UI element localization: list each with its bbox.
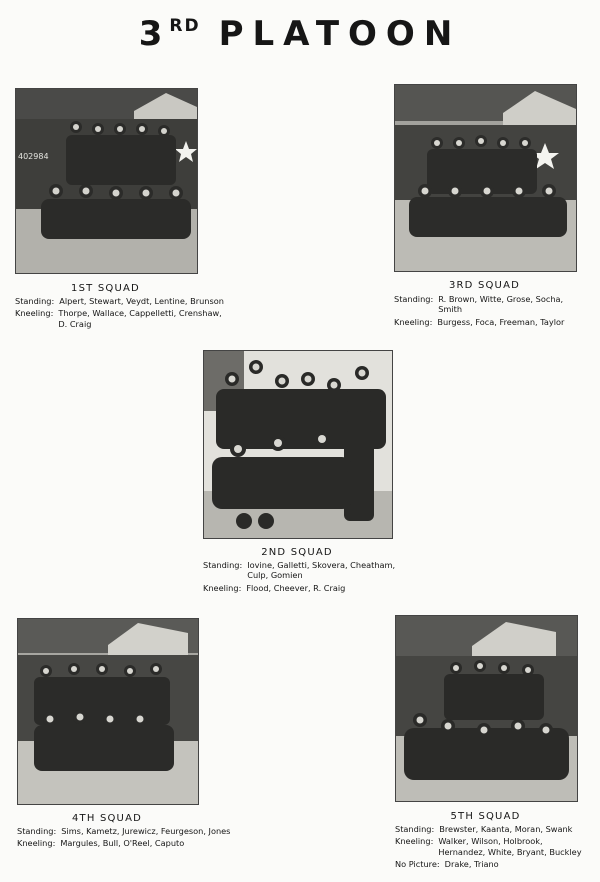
- kneeling-row: [395, 836, 585, 857]
- standing-names: Iovine, Galletti, Skovera, Cheatham, Culp, Gomien: [247, 560, 396, 581]
- no-picture-label: No Picture:: [395, 859, 440, 870]
- standing-names: Sims, Kametz, Jurewicz, Feurgeson, Jones: [61, 826, 231, 836]
- kneeling-row: [15, 308, 230, 329]
- caption-3rd-squad: [394, 294, 584, 329]
- kneeling-row: [394, 317, 584, 327]
- standing-names: Brewster, Kaanta, Moran, Swank: [439, 824, 573, 834]
- kneeling-names: Walker, Wilson, Holbrook, Hernandez, White, Bryant, Buckley: [438, 836, 582, 857]
- kneeling-label: Kneeling:: [15, 308, 54, 319]
- caption-1st-squad: [15, 296, 230, 331]
- vehicle-number: 402984: [18, 152, 49, 161]
- caption-2nd-squad: [203, 560, 403, 595]
- title-suffix: RD: [169, 16, 201, 36]
- standing-row: [394, 294, 584, 315]
- kneeling-names: Thorpe, Wallace, Cappelletti, Crenshaw, D. Craig: [58, 308, 222, 329]
- kneeling-label: Kneeling:: [17, 838, 56, 849]
- title-word: PLATOON: [218, 14, 462, 54]
- squad-title-3: 3RD SQUAD: [448, 280, 521, 291]
- kneeling-label: Kneeling:: [395, 836, 434, 847]
- standing-label: Standing:: [15, 296, 55, 306]
- photo-2nd-squad: [203, 350, 393, 539]
- caption-4th-squad: [17, 826, 232, 851]
- standing-row: [15, 296, 230, 306]
- squad-title-2: 2ND SQUAD: [261, 547, 333, 558]
- standing-row: [395, 824, 585, 834]
- no-picture-names: Drake, Triano: [444, 859, 499, 870]
- squad-title-5: 5TH SQUAD: [450, 811, 521, 822]
- squad-title-4: 4TH SQUAD: [71, 813, 143, 824]
- no-picture-row: [395, 859, 585, 869]
- standing-names: Alpert, Stewart, Veydt, Lentine, Brunson: [59, 296, 224, 306]
- standing-names: R. Brown, Witte, Grose, Socha, Smith: [438, 294, 564, 315]
- standing-row: [203, 560, 403, 581]
- standing-label: Standing:: [17, 826, 57, 836]
- kneeling-row: [203, 583, 403, 593]
- standing-label: Standing:: [395, 824, 435, 834]
- kneeling-label: Kneeling:: [203, 582, 242, 593]
- caption-5th-squad: [395, 824, 585, 872]
- standing-label: Standing:: [394, 294, 434, 304]
- squad-title-1: 1ST SQUAD: [71, 283, 140, 294]
- photo-1st-squad: [15, 88, 198, 274]
- kneeling-label: Kneeling:: [394, 316, 433, 327]
- standing-label: Standing:: [203, 560, 243, 570]
- kneeling-names: Margules, Bull, O'Reel, Caputo: [60, 838, 185, 849]
- photo-4th-squad: [17, 618, 199, 805]
- title-number: 3: [138, 14, 170, 54]
- photo-3rd-squad: [394, 84, 577, 272]
- photo-5th-squad: [395, 615, 578, 802]
- kneeling-row: [17, 838, 232, 848]
- standing-row: [17, 826, 232, 836]
- kneeling-names: Burgess, Foca, Freeman, Taylor: [437, 316, 565, 327]
- page-title: [0, 14, 600, 54]
- kneeling-names: Flood, Cheever, R. Craig: [246, 582, 346, 593]
